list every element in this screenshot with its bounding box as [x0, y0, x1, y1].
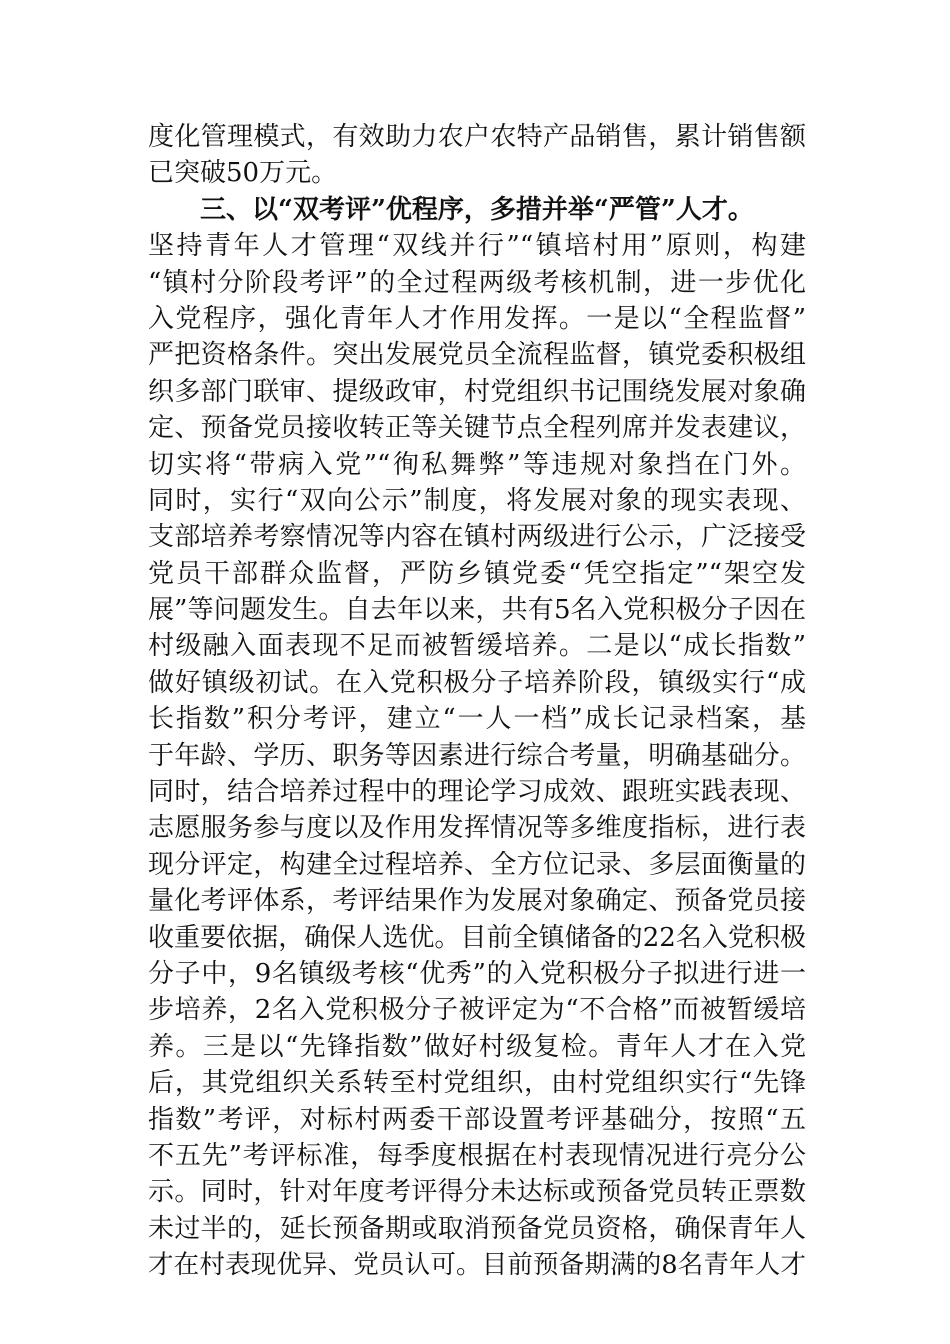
paragraph-line: 做好镇级初试。在入党积极分子培养阶段，镇级实行“成 [148, 667, 806, 698]
paragraph-line: 严把资格条件。突出发展党员全流程监督，镇党委积极组 [148, 340, 806, 371]
body-text [148, 119, 806, 1284]
paragraph-line: 未过半的，延长预备期或取消预备党员资格，确保青年人 [148, 1213, 806, 1244]
section-heading: 三、以“双考评”优程序，多措并举“严管”人才。 [200, 194, 754, 225]
paragraph-line: 党员干部群众监督，严防乡镇党委“凭空指定”“架空发 [148, 558, 806, 589]
paragraph-line: 同时，实行“双向公示”制度，将发展对象的现实表现、 [148, 485, 806, 516]
paragraph-line: 指数”考评，对标村两委干部设置考评基础分，按照“五 [148, 1104, 806, 1135]
paragraph-line: 同时，结合培养过程中的理论学习成效、跟班实践表现、 [148, 777, 806, 808]
paragraph-line: 长指数”积分考评，建立“一人一档”成长记录档案，基 [148, 704, 806, 735]
paragraph-line: 支部培养考察情况等内容在镇村两级进行公示，广泛接受 [148, 522, 806, 553]
paragraph-line: 量化考评体系，考评结果作为发展对象确定、预备党员接 [148, 886, 806, 917]
paragraph-line: 步培养，2名入党积极分子被评定为“不合格”而被暂缓培 [148, 995, 806, 1026]
paragraph-line: 展”等问题发生。自去年以来，共有5名入党积极分子因在 [148, 595, 806, 626]
paragraph-line: 坚持青年人才管理“双线并行”“镇培村用”原则，构建 [148, 231, 806, 262]
paragraph-line: 入党程序，强化青年人才作用发挥。一是以“全程监督” [148, 303, 806, 334]
paragraph-line: 切实将“带病入党”“徇私舞弊”等违规对象挡在门外。 [148, 449, 806, 480]
paragraph-line: 度化管理模式，有效助力农户农特产品销售，累计销售额 [148, 122, 806, 152]
paragraph-line: 志愿服务参与度以及作用发挥情况等多维度指标，进行表 [148, 813, 806, 844]
paragraph-line: 于年龄、学历、职务等因素进行综合考量，明确基础分。 [148, 740, 806, 771]
paragraph-line: 村级融入面表现不足而被暂缓培养。二是以“成长指数” [148, 631, 806, 662]
paragraph-line: 不五先”考评标准，每季度根据在村表现情况进行亮分公 [148, 1140, 806, 1171]
paragraph-line: 养。三是以“先锋指数”做好村级复检。青年人才在入党 [148, 1031, 806, 1062]
paragraph-line: 织多部门联审、提级政审，村党组织书记围绕发展对象确 [148, 376, 806, 407]
paragraph-line: 后，其党组织关系转至村党组织，由村党组织实行“先锋 [148, 1068, 806, 1099]
paragraph-line: 已突破50万元。 [148, 158, 338, 189]
paragraph-line: 分子中，9名镇级考核“优秀”的入党积极分子拟进行进一 [148, 958, 806, 989]
paragraph-line: 定、预备党员接收转正等关键节点全程列席并发表建议， [148, 413, 806, 444]
paragraph-line: “镇村分阶段考评”的全过程两级考核机制，进一步优化 [148, 267, 806, 298]
paragraph-line: 才在村表现优异、党员认可。目前预备期满的8名青年人才 [148, 1250, 806, 1281]
paragraph-line: 现分评定，构建全过程培养、全方位记录、多层面衡量的 [148, 849, 806, 880]
paragraph-line: 收重要依据，确保人选优。目前全镇储备的22名入党积极 [148, 922, 806, 953]
paragraph-line: 示。同时，针对年度考评得分未达标或预备党员转正票数 [148, 1177, 806, 1208]
